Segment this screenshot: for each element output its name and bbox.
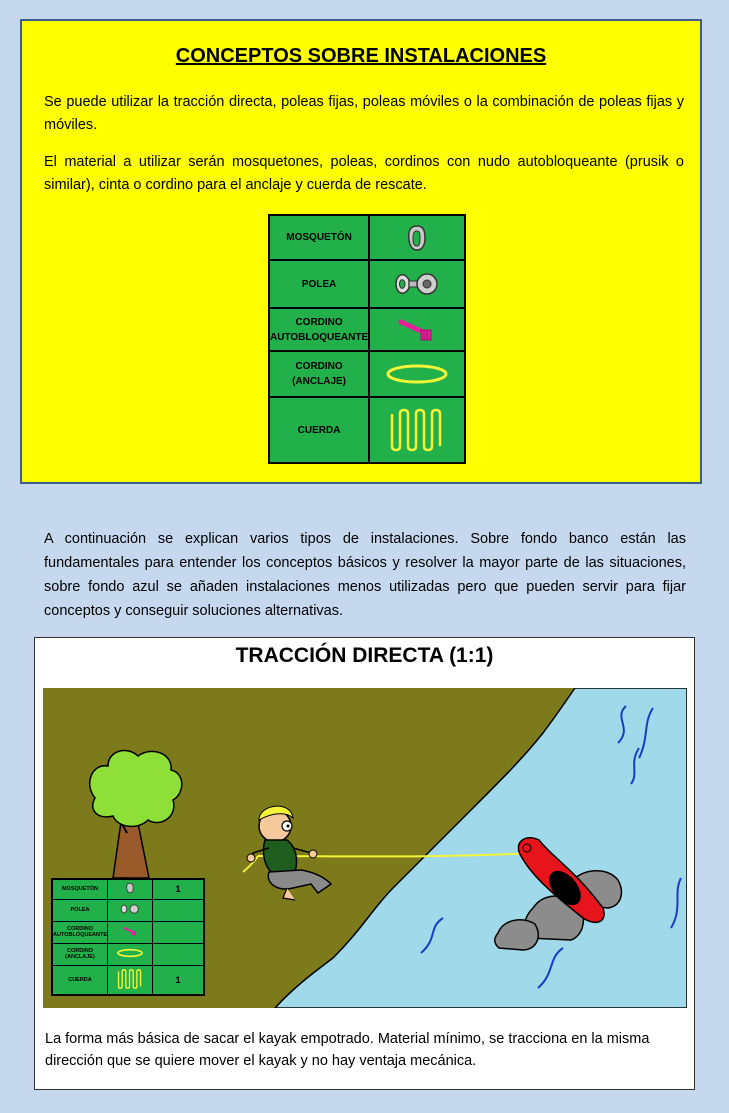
anchor-loop-icon (369, 351, 465, 397)
material-row (269, 351, 465, 397)
section-title: CONCEPTOS SOBRE INSTALACIONES (175, 45, 547, 67)
intro-paragraph: A continuación se explican varios tipos de instalaciones. Sobre fondo banco están las fundamentales para entender los conceptos básicos y resolver la mayor parte de las situaciones, sobre fondo azul se añaden instalaciones menos utilizadas pero que pueden servir para fijar conceptos y conseguir soluciones alternativas. (44, 531, 686, 619)
material-label: CORDINO AUTOBLOQUEANTE (52, 921, 107, 943)
count-value: 1 (152, 965, 204, 995)
concepts-panel (20, 19, 702, 484)
carabiner-icon (369, 215, 465, 260)
material-label: POLEA (269, 260, 369, 308)
material-row (269, 397, 465, 463)
material-row (269, 260, 465, 308)
carabiner-icon (107, 879, 152, 899)
material-label: MOSQUETÓN (269, 215, 369, 260)
material-label: MOSQUETÓN (52, 879, 107, 899)
count-value (152, 899, 204, 921)
direct-traction-panel (34, 637, 695, 1090)
paragraph-material: El material a utilizar serán mosquetones, poleas, cordinos con nudo autobloqueante (prusik o similar), cinta o cordino para el anclaje y cuerda de rescate. (44, 154, 684, 193)
material-label: CUERDA (52, 965, 107, 995)
material-count-table (51, 878, 205, 996)
rope-coil-icon (107, 965, 152, 995)
pulley-icon (107, 899, 152, 921)
count-row (52, 921, 204, 943)
count-value (152, 943, 204, 965)
pulley-icon (369, 260, 465, 308)
rope-coil-icon (369, 397, 465, 463)
prusik-cord-icon (107, 921, 152, 943)
count-row (52, 879, 204, 899)
paragraph-techniques: Se puede utilizar la tracción directa, poleas fijas, poleas móviles o la combinación de poleas fijas y móviles. (44, 94, 684, 133)
material-label: POLEA (52, 899, 107, 921)
material-label: CORDINO (ANCLAJE) (52, 943, 107, 965)
count-row (52, 965, 204, 995)
material-label: CUERDA (269, 397, 369, 463)
count-value (152, 921, 204, 943)
material-row (269, 308, 465, 351)
material-table (268, 214, 466, 464)
material-row (269, 215, 465, 260)
count-row (52, 943, 204, 965)
count-value: 1 (152, 879, 204, 899)
material-label: CORDINO AUTOBLOQUEANTE (269, 308, 369, 351)
caption: La forma más básica de sacar el kayak empotrado. Material mínimo, se tracciona en la misma dirección que se quiere mover el kayak y no hay ventaja mecánica. (45, 1031, 650, 1069)
section-title: TRACCIÓN DIRECTA (1:1) (235, 644, 494, 667)
count-row (52, 899, 204, 921)
rescue-illustration (43, 688, 687, 1008)
material-label: CORDINO (ANCLAJE) (269, 351, 369, 397)
prusik-cord-icon (369, 308, 465, 351)
anchor-loop-icon (107, 943, 152, 965)
